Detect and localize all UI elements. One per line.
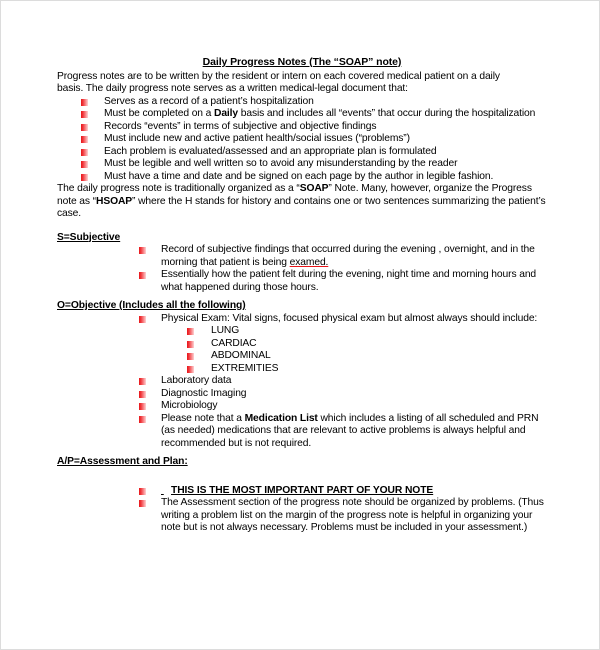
square-bullet-icon bbox=[139, 403, 146, 410]
list-item-label: Please note that a Medication List which includes a listing of all scheduled and PRN (as needed) medications that are relevant to active problems is always helpful and recommended but is not required. bbox=[161, 412, 539, 449]
square-bullet-icon bbox=[187, 328, 194, 335]
document-body bbox=[57, 56, 547, 535]
list-item-label: Serves as a record of a patient’s hospitalization bbox=[104, 95, 314, 107]
list-item bbox=[57, 133, 547, 146]
square-bullet-icon bbox=[139, 416, 146, 423]
square-bullet-icon bbox=[81, 136, 88, 143]
square-bullet-icon bbox=[139, 272, 146, 279]
square-bullet-icon bbox=[139, 378, 146, 385]
section-heading-objective: O=Objective (Includes all the following) bbox=[57, 300, 246, 311]
list-item bbox=[57, 363, 547, 376]
square-bullet-icon bbox=[81, 149, 88, 156]
list-item bbox=[57, 244, 547, 269]
list-item bbox=[57, 121, 547, 134]
square-bullet-icon bbox=[187, 341, 194, 348]
section-heading-subjective: S=Subjective bbox=[57, 231, 121, 243]
list-item-label: Must be legible and well written so to avoid any misunderstanding by the reader bbox=[104, 158, 458, 169]
list-item-label: The Assessment section of the progress note should be organized by problems. (Thus writing a problem list on the margin of the progress note is helpful in organizing your note but is not always necessary. Problems must be included in your assessment.) bbox=[161, 497, 544, 533]
list-item-emphasis bbox=[57, 485, 547, 498]
square-bullet-icon bbox=[187, 366, 194, 373]
document-title: Daily Progress Notes (The “SOAP” note) bbox=[202, 56, 402, 68]
list-item-label: Record of subjective findings that occurred during the evening , overnight, and in the morning that patient is being examed. bbox=[161, 244, 535, 268]
list-item-label: Physical Exam: Vital signs, focused physical exam but almost always should include: bbox=[161, 312, 538, 324]
list-item bbox=[57, 497, 547, 535]
list-item bbox=[57, 269, 547, 294]
emphasis-label: THIS IS THE MOST IMPORTANT PART OF YOUR NOTE bbox=[171, 484, 434, 496]
square-bullet-icon bbox=[81, 124, 88, 131]
intro-paragraph-line-1: Progress notes are to be written by the resident or intern on each covered medical patient on a daily bbox=[57, 70, 500, 82]
square-bullet-icon bbox=[187, 353, 194, 360]
misspelled-word: examed. bbox=[289, 256, 329, 268]
list-item-label: Must include new and active patient health/social issues (“problems”) bbox=[104, 133, 410, 144]
intro-paragraph-line-2: basis. The daily progress note serves as a written medical-legal document that: bbox=[57, 83, 408, 94]
list-item bbox=[57, 171, 547, 184]
list-item-label: Microbiology bbox=[161, 400, 218, 411]
list-item-label: Must have a time and date and be signed on each page by the author in legible fashion. bbox=[104, 170, 494, 182]
square-bullet-icon bbox=[81, 99, 88, 106]
square-bullet-icon bbox=[139, 391, 146, 398]
square-bullet-icon bbox=[81, 174, 88, 181]
list-item bbox=[57, 158, 547, 171]
list-item-label: Each problem is evaluated/assessed and an appropriate plan is formulated bbox=[104, 145, 437, 157]
list-item bbox=[57, 338, 547, 351]
list-item-label: EXTREMITIES bbox=[211, 362, 279, 374]
list-item-label: Must be completed on a Daily basis and includes all “events” that occur during the hospitalization bbox=[104, 108, 536, 119]
list-item bbox=[57, 375, 547, 388]
list-item-label: Laboratory data bbox=[161, 375, 232, 386]
list-item bbox=[57, 108, 547, 121]
list-item bbox=[57, 325, 547, 338]
list-item bbox=[57, 388, 547, 401]
section-heading-assessment-plan: A/P=Assessment and Plan: bbox=[57, 456, 188, 467]
square-bullet-icon bbox=[139, 247, 146, 254]
list-item-label: ABDOMINAL bbox=[211, 350, 271, 361]
list-item-label: Records “events” in terms of subjective and objective findings bbox=[104, 120, 377, 132]
list-item-label: Essentially how the patient felt during the evening, night time and morning hours and what happened during those hours. bbox=[161, 269, 537, 293]
square-bullet-icon bbox=[139, 488, 146, 495]
list-item bbox=[57, 96, 547, 109]
list-item bbox=[57, 413, 547, 451]
list-item bbox=[57, 146, 547, 159]
square-bullet-icon bbox=[139, 500, 146, 507]
square-bullet-icon bbox=[139, 316, 146, 323]
list-item-label: CARDIAC bbox=[211, 337, 257, 349]
list-item-label: Diagnostic Imaging bbox=[161, 387, 247, 399]
square-bullet-icon bbox=[81, 111, 88, 118]
list-item bbox=[57, 350, 547, 363]
square-bullet-icon bbox=[81, 161, 88, 168]
list-item-label: LUNG bbox=[211, 325, 240, 336]
organization-paragraph: The daily progress note is traditionally organized as a “SOAP” Note. Many, however, organize the Progress note as “HSOAP” where the H stands for history and contains one or two sentences summarizing the patient’s case. bbox=[57, 183, 546, 219]
list-item bbox=[57, 400, 547, 413]
list-item bbox=[57, 313, 547, 326]
